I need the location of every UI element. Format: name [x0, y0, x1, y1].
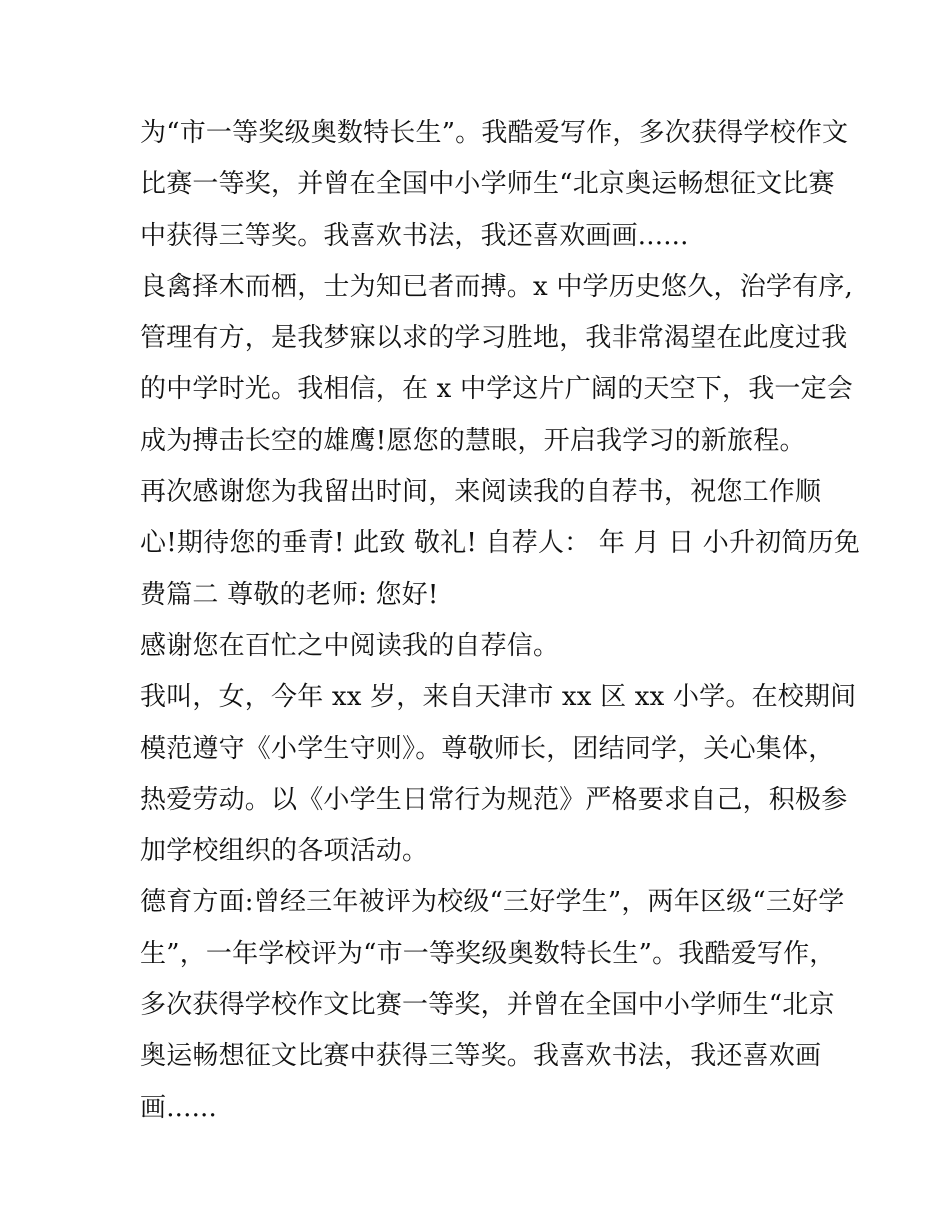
document-body: [140, 108, 860, 1134]
text-line: 多次获得学校作文比赛一等奖，并曾在全国中小学师生“北京: [140, 990, 835, 1021]
text-line: 模范遵守《小学生守则》。尊敬师长，团结同学，关心集体，: [140, 733, 835, 764]
text-line: 奥运畅想征文比赛中获得三等奖。我喜欢书法，我还喜欢画: [140, 1041, 822, 1072]
text-line: 比赛一等奖，并曾在全国中小学师生“北京奥运畅想征文比赛: [140, 169, 835, 200]
text-line: 热爱劳动。以《小学生日常行为规范》严格要求自己，积极参: [140, 784, 848, 815]
text-line: 德育方面:曾经三年被评为校级“三好学生”，两年区级“三好学: [140, 887, 845, 918]
text-line: 成为搏击长空的雄鹰!愿您的慧眼，开启我学习的新旅程。: [140, 425, 806, 456]
text-line: 中获得三等奖。我喜欢书法，我还喜欢画画......: [140, 220, 689, 251]
text-line: 生”，一年学校评为“市一等奖级奥数特长生”。我酷爱写作，: [140, 938, 836, 969]
text-line: 心!期待您的垂青! 此致 敬礼! 自荐人： 年 月 日 小升初简历免: [140, 528, 860, 559]
text-line: 我叫，女，今年 xx 岁，来自天津市 xx 区 xx 小学。在校期间: [140, 682, 857, 713]
text-line: 良禽择木而栖，士为知已者而搏。x 中学历史悠久，治学有序,: [140, 271, 853, 302]
text-line: 感谢您在百忙之中阅读我的自荐信。: [140, 630, 560, 661]
text-line: 画......: [140, 1092, 217, 1123]
text-line: 的中学时光。我相信，在 x 中学这片广阔的天空下，我一定会: [140, 374, 853, 405]
text-line: 加学校组织的各项活动。: [140, 836, 429, 867]
text-line: 再次感谢您为我留出时间，来阅读我的自荐书，祝您工作顺: [140, 477, 822, 508]
text-line: 为“市一等奖级奥数特长生”。我酷爱写作，多次获得学校作文: [140, 118, 849, 148]
text-line: 费篇二 尊敬的老师: 您好!: [140, 579, 439, 610]
text-line: 管理有方，是我梦寐以求的学习胜地，我非常渴望在此度过我: [140, 323, 848, 354]
